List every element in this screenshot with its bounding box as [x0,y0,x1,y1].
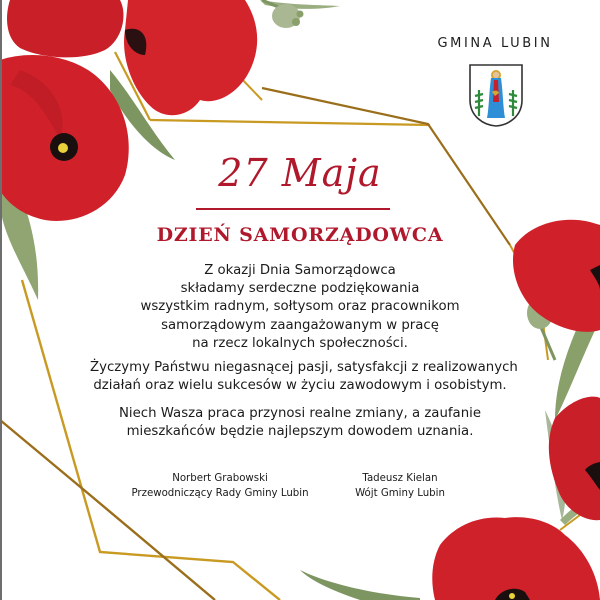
text-line: Z okazji Dnia Samorządowca [204,263,396,278]
signatory-role: Przewodniczący Rady Gminy Lubin [131,487,309,499]
text-line: składamy serdeczne podziękowania [180,281,420,297]
signatory-role: Wójt Gminy Lubin [355,487,445,499]
text-line: działań oraz wielu sukcesów w życiu zawodowym i osobistym. [93,378,507,394]
signatory-name: Norbert Grabowski [172,473,268,484]
text-line: mieszkańców będzie najlepszym dowodem uznania. [126,424,474,440]
left-border [0,0,2,600]
text-line: Życzymy Państwu niegasnącej pasji, satysfakcji z realizowanych [90,360,518,375]
signature-council-chair [120,472,320,501]
coat-of-arms-madonna-icon [467,62,525,128]
text-line: samorządowym zaangażowanym w pracę [161,317,439,333]
text-line: wszystkim radnym, sołtysom oraz pracownikom [140,299,460,315]
title-underline [196,208,390,210]
brand-name: GMINA LUBIN [437,36,553,51]
text-line: Niech Wasza praca przynosi realne zmiany, a zaufanie [118,406,482,421]
text-line: na rzecz lokalnych społeczności. [192,335,408,351]
paragraph-wishes [90,359,518,395]
signatory-name: Tadeusz Kielan [362,473,438,484]
occasion-title: DZIEŃ SAMORZĄDOWCA [156,224,444,246]
paragraph-thanks [100,262,500,353]
date-title: 27 Maja [218,151,382,195]
signature-mayor [335,472,465,501]
paragraph-closing [100,405,500,441]
